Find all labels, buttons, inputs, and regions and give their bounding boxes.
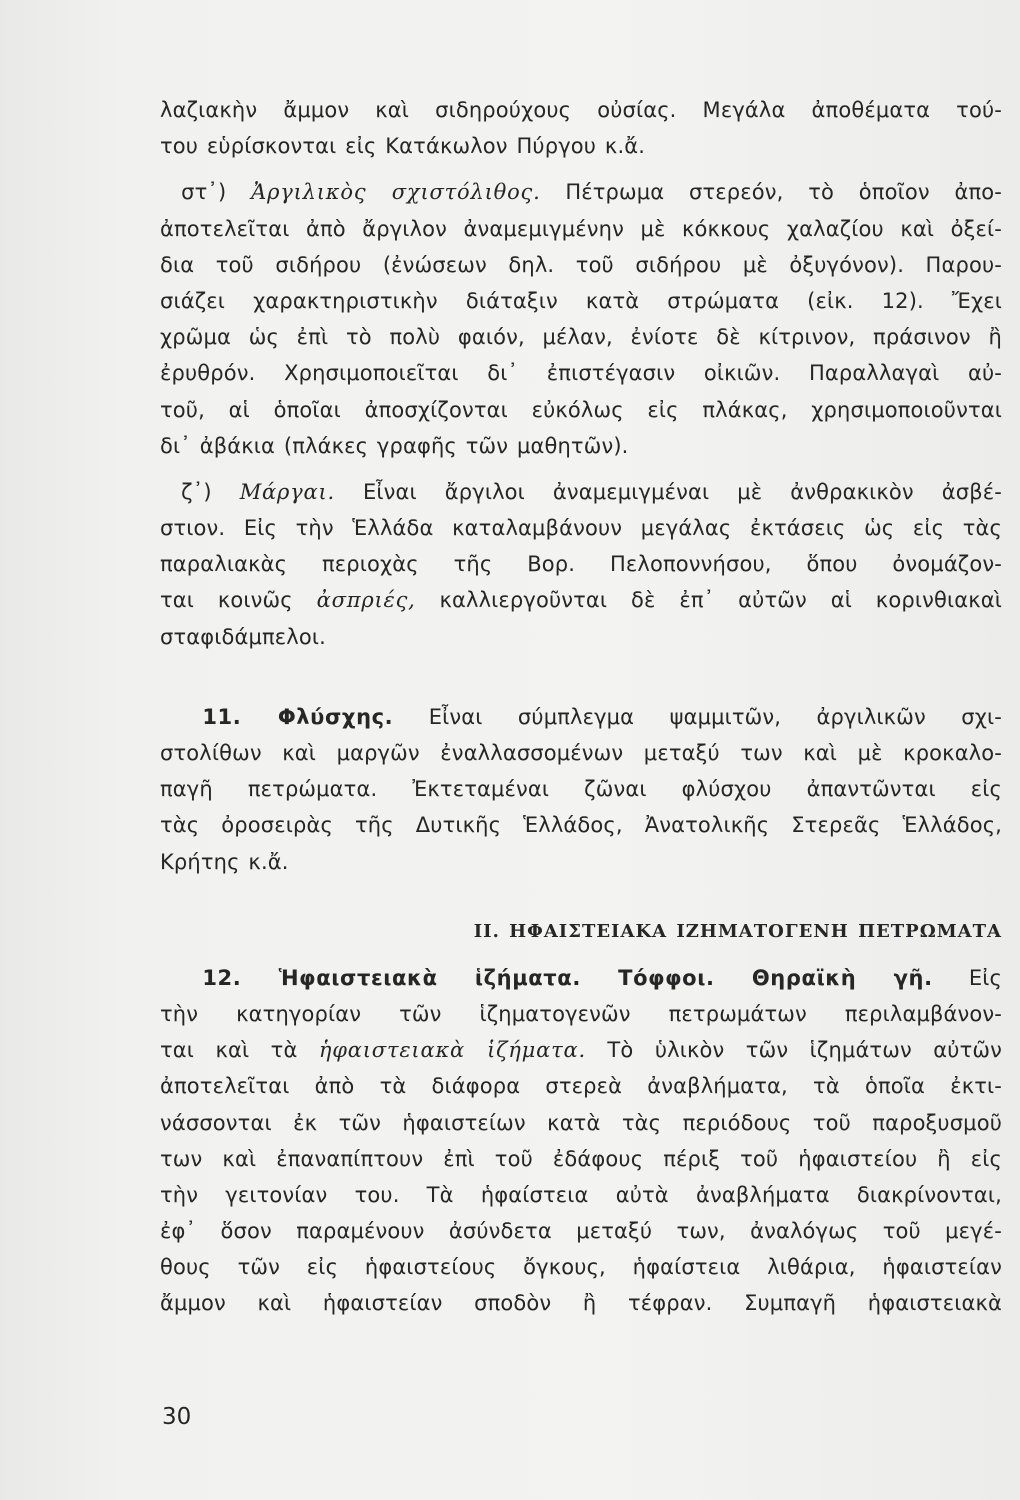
text-fragment: ται κοινῶς — [160, 588, 317, 613]
text-line: χρῶμα ὡς ἐπὶ τὸ πολὺ φαιόν, μέλαν, ἐνίοτε δὲ κίτρινον, πράσινον ἢ — [160, 325, 1002, 350]
text-line: δι᾽ ἀβάκια (πλάκες γραφῆς τῶν μαθητῶν). — [160, 433, 629, 458]
text-fragment: Εἶναι σύμπλεγμα ψαμμιτῶν, ἀργιλικῶν σχι- — [393, 704, 1002, 729]
text-line: θους τῶν εἰς ἡφαιστείους ὄγκους, ἡφαίστεια λιθάρια, ἡφαιστείαν — [160, 1255, 1002, 1280]
text-line: τὴν κατηγορίαν τῶν ἱζηματογενῶν πετρωμάτων περιλαμβάνον- — [160, 1001, 1002, 1026]
text-fragment: Πέτρωμα στερεόν, τὸ ὁποῖον ἀπο- — [540, 180, 1002, 205]
list-marker: ζ᾽) — [181, 479, 240, 504]
text-line: ἀποτελεῖται ἀπὸ ἄργιλον ἀναμεμιγμένην μὲ κόκκους χαλαζίου καὶ ὀξεί- — [160, 216, 1002, 241]
term-slate: Ἀργιλικὸς σχιστόλιθος. — [251, 180, 541, 205]
term-marl: Μάργαι. — [239, 479, 335, 504]
text-line: τοῦ, αἱ ὁποῖαι ἀποσχίζονται εὐκόλως εἰς πλάκας, χρησιμοποιοῦνται — [160, 397, 1002, 422]
flysch-paragraph-first-line — [160, 699, 1002, 735]
section-number-12: 12. — [202, 965, 279, 990]
text-fragment: ται καὶ τὰ — [160, 1038, 319, 1063]
text-line: τὰς ὀροσειρὰς τῆς Δυτικῆς Ἑλλάδος, Ἀνατολικῆς Στερεᾶς Ἑλλάδος, — [160, 813, 1002, 838]
text-line: λαζιακὴν ἄμμον καὶ σιδηρούχους οὐσίας. Μεγάλα ἀποθέματα τού- — [160, 98, 1002, 122]
section-title-volcanic: Ἡφαιστειακὰ ἱζήματα. Τόφφοι. Θηραϊκὴ γῆ. — [278, 965, 933, 990]
section-title-flysch: Φλύσχης. — [277, 704, 394, 729]
page-number: 30 — [162, 1404, 192, 1430]
text-line: ἐρυθρόν. Χρησιμοποιεῖται δι᾽ ἐπιστέγασιν οἰκιῶν. Παραλλαγαὶ αὐ- — [160, 361, 1002, 386]
text-fragment: Εἰς — [932, 965, 1002, 990]
volcanic-term-line — [160, 1032, 1002, 1068]
text-fragment: Εἶναι ἄργιλοι ἀναμεμιγμέναι μὲ ἀνθρακικὸν ἀσβέ- — [335, 479, 1002, 504]
text-line: τὴν γειτονίαν του. Τὰ ἡφαίστεια αὐτὰ ἀναβλήματα διακρίνονται, — [160, 1182, 1002, 1207]
aspries-line — [160, 582, 1002, 618]
text-line: σιάζει χαρακτηριστικὴν διάταξιν κατὰ στρώματα (εἰκ. 12). Ἔχει — [160, 288, 1002, 313]
text-line: Κρήτης κ.ἄ. — [160, 849, 289, 874]
page-body — [160, 92, 1002, 1322]
section-number-11: 11. — [202, 704, 278, 729]
slate-paragraph-first-line — [160, 174, 1002, 210]
term-volcanic-sediments: ἡφαιστειακὰ ἱζήματα. — [318, 1038, 586, 1063]
volcanic-paragraph-first-line — [160, 960, 1002, 996]
text-line: νάσσονται ἐκ τῶν ἡφαιστείων κατὰ τὰς περιόδους τοῦ παροξυσμοῦ — [160, 1110, 1002, 1135]
text-line: στιον. Εἰς τὴν Ἑλλάδα καταλαμβάνουν μεγάλας ἐκτάσεις ὡς εἰς τὰς — [160, 516, 1002, 541]
text-line: ἐφ᾽ ὅσον παραμένουν ἀσύνδετα μεταξύ των, ἀναλόγως τοῦ μεγέ- — [160, 1219, 1002, 1244]
text-line: στολίθων καὶ μαργῶν ἐναλλασσομένων μεταξύ των καὶ μὲ κροκαλο- — [160, 741, 1002, 765]
text-line: παγῆ πετρώματα. Ἐκτεταμέναι ζῶναι φλύσχου ἀπαντῶνται εἰς — [160, 777, 1002, 802]
term-aspries: ἀσπριές, — [316, 588, 416, 613]
text-line: ἀποτελεῖται ἀπὸ τὰ διάφορα στερεὰ ἀναβλήματα, τὰ ὁποῖα ἐκτι- — [160, 1074, 1002, 1099]
text-line: των καὶ ἐπαναπίπτουν ἐπὶ τοῦ ἐδάφους πέριξ τοῦ ἡφαιστείου ἢ εἰς — [160, 1146, 1002, 1171]
list-marker: στ᾽) — [181, 180, 252, 205]
section-heading: II. ΗΦΑΙΣΤΕΙΑΚΑ ΙΖΗΜΑΤΟΓΕΝΗ ΠΕΤΡΩΜΑΤΑ — [473, 920, 1002, 942]
text-fragment: Τὸ ὑλικὸν τῶν ἱζημάτων αὐτῶν — [585, 1038, 1002, 1063]
marl-paragraph-first-line — [160, 474, 1002, 510]
text-line: δια τοῦ σιδήρου (ἐνώσεων δηλ. τοῦ σιδήρου μὲ ὀξυγόνον). Παρου- — [160, 252, 1002, 277]
text-line: παραλιακὰς περιοχὰς τῆς Βορ. Πελοποννήσου, ὅπου ὀνομάζον- — [160, 552, 1002, 577]
text-fragment: καλλιεργοῦνται δὲ ἐπ᾽ αὐτῶν αἱ κορινθιακαὶ — [415, 588, 1002, 613]
text-line: του εὑρίσκονται εἰς Κατάκωλον Πύργου κ.ἄ. — [160, 134, 646, 159]
text-line: σταφιδάμπελοι. — [160, 624, 326, 649]
text-line: ἄμμον καὶ ἡφαιστείαν σποδὸν ἢ τέφραν. Συμπαγῆ ἡφαιστειακὰ — [160, 1291, 1002, 1316]
